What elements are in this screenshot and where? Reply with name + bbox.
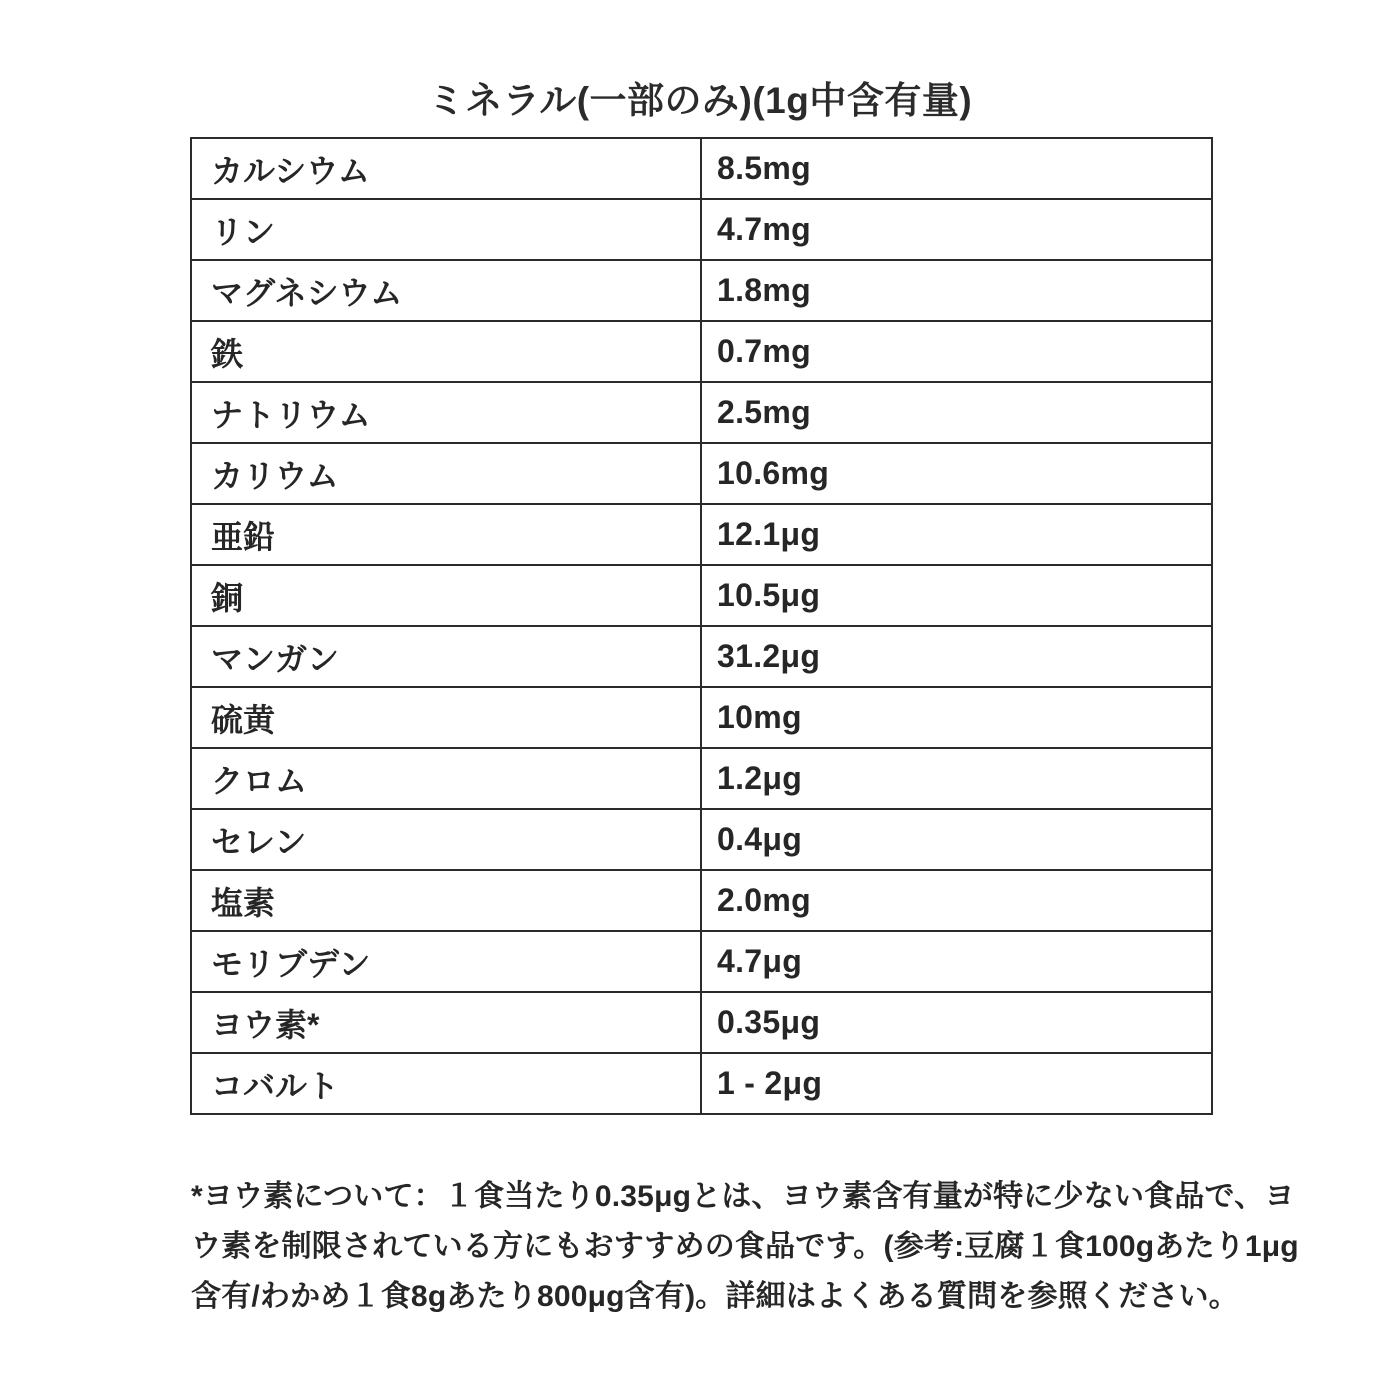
mineral-name-cell: コバルト [191, 1053, 701, 1114]
table-row [191, 748, 1212, 809]
mineral-value-cell: 8.5mg [701, 138, 1212, 199]
mineral-value-cell: 4.7μg [701, 931, 1212, 992]
mineral-name-cell: ヨウ素* [191, 992, 701, 1053]
footnote [191, 1172, 1299, 1322]
mineral-name-cell: モリブデン [191, 931, 701, 992]
table-row [191, 260, 1212, 321]
page-title: ミネラル(一部のみ)(1g中含有量) [427, 80, 973, 121]
mineral-name-cell: マグネシウム [191, 260, 701, 321]
table-row [191, 870, 1212, 931]
mineral-value-cell: 12.1μg [701, 504, 1212, 565]
table-row [191, 382, 1212, 443]
table-row [191, 138, 1212, 199]
mineral-name-cell: セレン [191, 809, 701, 870]
mineral-value-cell: 1.8mg [701, 260, 1212, 321]
mineral-name-cell: 銅 [191, 565, 701, 626]
mineral-name-cell: 鉄 [191, 321, 701, 382]
mineral-name-cell: カリウム [191, 443, 701, 504]
mineral-name-cell: ナトリウム [191, 382, 701, 443]
table-row [191, 199, 1212, 260]
mineral-name-cell: リン [191, 199, 701, 260]
table-row [191, 1053, 1212, 1114]
mineral-name-cell: クロム [191, 748, 701, 809]
mineral-value-cell: 0.7mg [701, 321, 1212, 382]
mineral-value-cell: 10.5μg [701, 565, 1212, 626]
mineral-value-cell: 10.6mg [701, 443, 1212, 504]
table-row [191, 687, 1212, 748]
table-row [191, 992, 1212, 1053]
table-row [191, 565, 1212, 626]
mineral-value-cell: 31.2μg [701, 626, 1212, 687]
mineral-name-cell: マンガン [191, 626, 701, 687]
mineral-value-cell: 1.2μg [701, 748, 1212, 809]
table-row [191, 626, 1212, 687]
table-row [191, 321, 1212, 382]
mineral-value-cell: 0.35μg [701, 992, 1212, 1053]
mineral-value-cell: 2.5mg [701, 382, 1212, 443]
mineral-name-cell: 塩素 [191, 870, 701, 931]
mineral-value-cell: 0.4μg [701, 809, 1212, 870]
table-row [191, 809, 1212, 870]
mineral-value-cell: 1 - 2μg [701, 1053, 1212, 1114]
footnote-line: ウ素を制限されている方にもおすすめの食品です。(参考:豆腐１食100gあたり1μg [191, 1230, 1299, 1263]
minerals-table [190, 137, 1213, 1115]
table-row [191, 504, 1212, 565]
mineral-value-cell: 10mg [701, 687, 1212, 748]
mineral-name-cell: 硫黄 [191, 687, 701, 748]
mineral-value-cell: 2.0mg [701, 870, 1212, 931]
table-row [191, 443, 1212, 504]
mineral-name-cell: カルシウム [191, 138, 701, 199]
footnote-line: *ヨウ素について：１食当たり0.35μgとは、ヨウ素含有量が特に少ない食品で、ヨ [191, 1180, 1295, 1213]
mineral-value-cell: 4.7mg [701, 199, 1212, 260]
footnote-line: 含有/わかめ１食8gあたり800μg含有)。詳細はよくある質問を参照ください。 [191, 1280, 1239, 1313]
table-row [191, 931, 1212, 992]
mineral-name-cell: 亜鉛 [191, 504, 701, 565]
